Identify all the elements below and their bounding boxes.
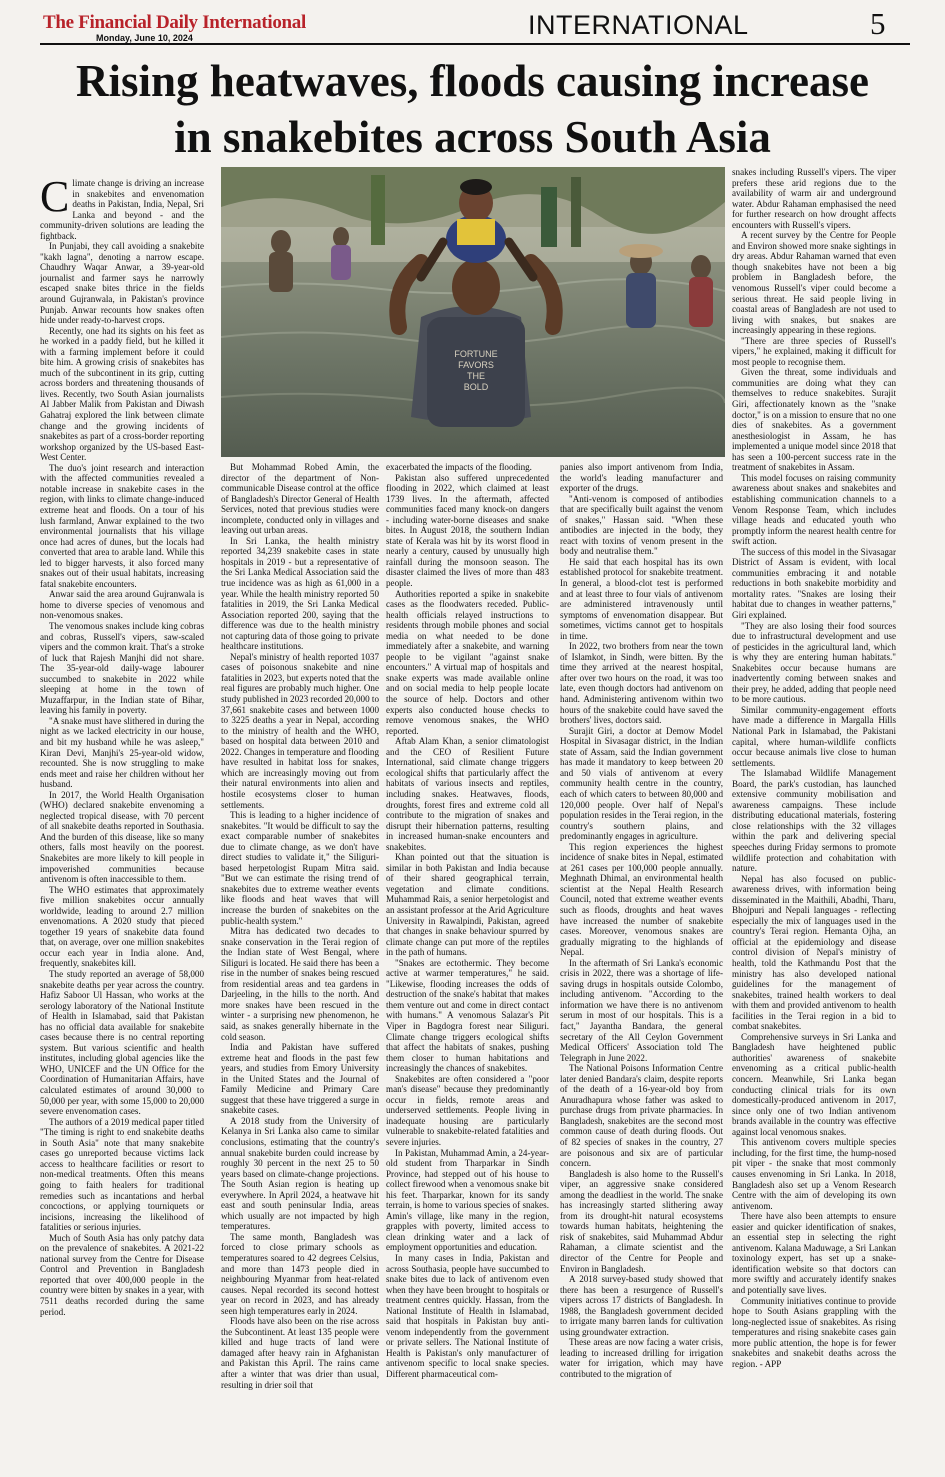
column-3-paragraph: In Pakistan, Muhammad Amin, a 24-year-old student from Tharparkar in Sindh Province, had stepped out of his house to collect firewood when a venomous snake bit his feet. Tharparkar, known for its sandy terrain, is home to various species of snakes. Amin's village, like many in the region, grapples with poverty, limited access to clean drinking water and a lack of employment opportunities and education. [386,1147,549,1253]
article-column-3 [386,462,549,1474]
column-1-paragraph: Much of South Asia has only patchy data on the prevalence of snakebites. A 2021-22 national survey from the Centre for Disease Control and Prevention in Bangladesh reported that over 400,000 people in the country were bitten by snakes in a year, with 7511 deaths recorded during the same period. [40,1232,204,1317]
headline-line-1: Rising heatwaves, floods causing increase [76,56,869,106]
page-number: 5 [870,6,886,41]
column-2-paragraph: In Sri Lanka, the health ministry reported 34,239 snakebite cases in state hospitals in 2019 - but a representative of the Sri Lanka Medical Association said the true incidence was as high as 61,000 in a year. While the health ministry reported 50 fatalities in 2019, the Sri Lanka Medical Association reported 200, saying that the difference was due to the health ministry not capturing data of those going to private healthcare institutions. [221,535,379,652]
column-5-paragraph: Comprehensive surveys in Sri Lanka and Bangladesh have heightened public authorities' awareness of snakebite envenoming as a critical public-health concern. Meanwhile, Sri Lanka began conducting clinical trials for its own domestically-produced antivenom in 2017, since only one of two Indian antivenom brands available in the country was effective against local venomous snakes. [732,1031,896,1137]
column-2-paragraph: This is leading to a higher incidence of snakebites. "It would be difficult to say the exact comparable number of snakebites due to climate change, as we don't have direct studies to validate it," the Siliguri-based herpetologist Rupam Mitra said. "But we can estimate the rising trend of snakebites due to extreme weather events like floods and heat waves that will increase the burden of snakebites on the public-health system." [221,810,379,926]
column-4-paragraph: In the aftermath of Sri Lanka's economic crisis in 2022, there was a shortage of life-saving drugs in hospitals outside Colombo, including antivenom. "According to the information we have there is no antivenom serum in most of our hospitals. This is a fact," Jayantha Bandara, the general secretary of the All Ceylon Government Medical Officers' Association told The Telegraph in June 2022. [560,957,723,1063]
column-2-paragraph: The same month, Bangladesh was forced to close primary schools as temperatures soared to 42 degrees Celsius, and more than 1473 people died in neighbouring Myanmar from heat-related causes. Nepal recorded its second hottest year on record in 2023, and has already seen high temperatures early in 2024. [221,1231,379,1316]
column-1-paragraph: In 2017, the World Health Organisation (WHO) declared snakebite envenoming a neglected tropical disease, with 70 percent of all snakebite deaths reported in Southasia. And the burden of this disease, like so many others, falls most heavily on the poorest. Snakebites are more likely to kill people in impoverished communities because antivenom is often inaccessible to them. [40,789,204,885]
column-2-paragraph: But Mohammad Robed Amin, the director of the department of Non-communicable Disease control at the office of Bangladesh's Director General of Health Services, noted that previous studies were incomplete, conducted only in villages and leaving out urban areas. [221,462,379,536]
column-2-paragraph: Nepal's ministry of health reported 1037 cases of poisonous snakebite and nine fatalities in 2023, but experts noted that the real figures are probably much higher. One study published in 2023 recorded 20,000 to 37,661 snakebite cases and between 1000 to 3225 deaths a year in Nepal, according to the ministry of health and the WHO, based on hospital data between 2010 and 2022. Changes in temperature and flooding have resulted in habitat loss for snakes, which are increasingly moving out from their natural environments into alien and hostile ecosystems closer to human settlements. [221,651,379,810]
headline [30,53,915,165]
column-1-paragraph: In Punjabi, they call avoiding a snakebite "kakh lagna", denoting a narrow escape. Chaudhry Waqar Anwar, a 39-year-old journalist and farmer says he narrowly escaped snake bites thrice in the fields around Gujranwala, in Pakistan's province Punjab. Anwar recounts how snakes often hide under ready-to-harvest crops. [40,241,204,326]
issue-date: Monday, June 10, 2024 [96,33,193,43]
article-column-5 [732,167,896,1474]
column-4-paragraph: Surajit Giri, a doctor at Demow Model Hospital in Sivasagar district, in the Indian state of Assam, said the Indian government has made it mandatory to keep between 20 and 50 vials of antivenom at every community health centre in the country, each of which caters to between 80,000 and 120,000 people. Over half of Nepal's population resides in the Terai region, in the country's southern plains, and predominantly engages in agriculture. [560,725,723,842]
column-2-paragraph: Floods have also been on the rise across the Subcontinent. At least 135 people were killed and huge tracts of land were damaged after heavy rain in Afghanistan and Pakistan this April. The rains came after a winter that was drier than usual, resulting in drier soil that [221,1316,379,1390]
column-3-paragraph: In many cases in India, Pakistan and across Southasia, people have succumbed to snake bites due to lack of antivenom even when they have been brought to hospitals or treatment centres quickly. Hassan, from the National Institute of Health in Islamabad, said that hospitals in Pakistan buy anti-venom independently from the government or private sellers. The National Institute of Health is Pakistan's only manufacturer of antivenom specific to local snake species. Different pharmaceutical com- [386,1253,549,1380]
drop-cap: C [40,178,70,221]
column-5-paragraph: The success of this model in the Sivasagar District of Assam is evident, with local communities embracing it and notable reductions in both snakebite morbidity and mortality rates. "Snakes are losing their habitat due to changes in weather patterns," Giri explained. [732,546,896,620]
column-4-paragraph: "Anti-venom is composed of antibodies that are specifically built against the venom of snakes," Hassan said. "When these antibodies are injected in the body, they react with toxins of venom present in the body and neutralise them." [560,493,723,557]
masthead [40,6,910,43]
column-1-paragraph: The duo's joint research and interaction with the affected communities revealed a notable increase in snakebite cases in the region, with links to climate change-induced extreme heat and floods. On a tour of his lush farmland, Anwar explained to the two environmental journalists that his village once had acres of dunes, but the locals had converted that area to arable land. While this led to bigger harvests, it also forced many snakes out of their usual habitats, increasing fatal snakebite encounters. [40,462,204,589]
shirt-text-the: THE [467,371,485,381]
column-3-paragraph: Aftab Alam Khan, a senior climatologist and the CEO of Resilient Future International, said climate change triggers ecological shifts that particularly affect the habitats of various insects and reptiles, including snakes. Heatwaves, floods, droughts, forest fires and extreme cold all contribute to the migration of snakes and disrupt their hibernation patterns, resulting in increased human-snake encounters and snakebites. [386,736,549,852]
column-5-paragraph: Given the threat, some individuals and communities are doing what they can themselves to reduce snakebites. Surajit Giri, affectionately known as the "snake doctor," is on a mission to ensure that no one dies of snakebites. As a government anesthesiologist in Assam, he has implemented a unique model since 2018 that has seen a 100-percent success rate in the treatment of snakebites in Assam. [732,367,896,473]
column-5-paragraph: The Islamabad Wildlife Management Board, the park's custodian, has launched extensive community mobilisation and awareness campaigns. These include distributing educational materials, fostering close relationships with the 32 villages within the park and delivering special speeches during Friday sermons to promote wildlife protection and cohabitation with nature. [732,768,896,874]
column-1-lead-text: limate change is driving an increase in snakebites and envenomation deaths in Pakistan, India, Nepal, Sri Lanka and beyond - and the community-driven solutions are leading the fightback. [40,178,204,241]
column-5-paragraph: Nepal has also focused on public-awareness drives, with information being disseminated in the Maithili, Abadhi, Tharu, Bhojpuri and Nepali languages - reflecting especially the mix of languages used in the country's Terai region. Hemanta Ojha, an official at the epidemiology and disease control division of Nepal's ministry of health, told the Kathmandu Post that the ministry has also developed national guidelines for the management of snakebites, trained health workers to deal with them and provided antivenom to health facilities in the Terai region in a bid to combat snakebites. [732,873,896,1032]
column-5-paragraph: "They are also losing their food sources due to infrastructural development and use of pesticides in the agricultural land, which is why they are entering human habitats." Snakebites occur because humans are inadvertently coming between snakes and their prey, he added, adding that people need to be more cautious. [732,620,896,705]
column-1-paragraph [40,178,204,241]
column-2-paragraph: India and Pakistan have suffered extreme heat and floods in the past few years, and studies from Emory University in the United States and the Journal of Family Medicine and Primary Care suggest that these have triggered a surge in snakebite cases. [221,1042,379,1116]
column-4-paragraph: Bangladesh is also home to the Russell's viper, an aggressive snake considered among the deadliest in the world. The snake has increasingly started slithering away from its drought-hit natural ecosystems towards human habitats, heightening the risk of snakebites, said Muhammad Abdur Rahaman, a climate scientist and the director of the Centre for People and Environ in Bangladesh. [560,1168,723,1274]
masthead-rule [40,43,910,45]
column-4-paragraph: The National Poisons Information Centre later denied Bandara's claim, despite reports of the death of a 16-year-old boy from Anuradhapura whose father was asked to purchase drugs from private pharmacies. In Bangladesh, snakebites are the second most common cause of death during floods. Out of 82 species of snakes in the country, 27 are poisonous and six are of particular concern. [560,1063,723,1169]
column-5-paragraph: Community initiatives continue to provide hope to South Asians grappling with the long-neglected issue of snakebites. As rising temperatures and rising snakebite cases gain more public attention, the hope is for fewer snakebites and snakebit deaths across the region. - APP [732,1295,896,1369]
column-1-paragraph: The venomous snakes include king cobras and cobras, Russell's vipers, saw-scaled vipers and the common krait. That's a stroke of luck that Rajesh Manjhi did not share. The 35-year-old daily-wage labourer succumbed to snakebite in 2022 while sleeping at home in the town of Muzaffarpur, in the Indian state of Bihar, leaving his family in poverty. [40,620,204,716]
column-1-paragraph: Anwar said the area around Gujranwala is home to diverse species of venomous and non-venomous snakes. [40,589,204,621]
column-3-paragraph: Pakistan also suffered unprecedented flooding in 2022, which claimed at least 1739 lives. In the aftermath, affected communities faced many knock-on dangers - including water-borne diseases and snake bites. In August 2018, the southern Indian state of Kerala was hit by its worst flood in nearly a century, caused by unusually high rainfall during the monsoon season. The disaster claimed the lives of more than 483 people. [386,472,549,589]
shirt-text-bold: BOLD [463,382,489,392]
publication-name: The Financial Daily International [43,12,306,33]
article-column-2 [221,462,379,1474]
column-3-paragraph: exacerbated the impacts of the flooding. [386,462,532,472]
column-3-paragraph: "Snakes are ectothermic. They become active at warmer temperatures," he said. "Likewise, flooding increases the odds of destruction of the snake's habitat that makes them venture out and come in direct contact with humans." A venomous Salazar's Pit Viper in Bagdogra forest near Siliguri. Climate change triggers ecological shifts that affect the habitats of snakes, pushing them closer to human habitations and increasingly the chances of snakebites. [386,957,549,1074]
column-1-paragraph: The study reported an average of 58,000 snakebite deaths per year across the country. Hafiz Saboor Ul Hassan, who works at the serology laboratory of the National Institute of Health in Islamabad, said that Pakistan has no official data available for snakebite cases because there is no central reporting system. But various scientific and health institutes, including global agencies like the WHO, UNICEF and the UN Office for the Coordination of Humanitarian Affairs, have calculated estimates of around 30,000 to 50,000 per year, with some 15,000 to 20,000 severe envenomation cases. [40,969,204,1117]
column-5-paragraph: Similar community-engagement efforts have made a difference in Margalla Hills National Park in Islamabad, the Pakistani capital, where human-wildlife conflicts occur because animals live close to human settlements. [732,704,896,768]
shirt-text-fortune: FORTUNE [454,349,498,359]
column-1-paragraph: "A snake must have slithered in during the night as we lacked electricity in our house, and bit my husband while he was asleep," Kiran Devi, Manjhi's 25-year-old widow, recounted. She is now struggling to make ends meet and raise her children without her husband. [40,715,204,790]
column-5-paragraph: "There are three species of Russell's vipers," he explained, making it difficult for most people to recognise them. [732,335,896,367]
column-5-paragraph: This antivenom covers multiple species including, for the first time, the hump-nosed pit viper - the snake that most commonly causes envenoming in Sri Lanka. In 2018, Bangladesh also set up a Venom Research Centre with the aim of developing its own antivenom. [732,1137,896,1211]
column-5-paragraph: This model focuses on raising community awareness about snakes and snakebites and establishing communication channels to a Venom Response Team, which includes village heads and educated youth who promptly inform the nearest health centre for swift action. [732,472,896,547]
column-5-paragraph: snakes including Russell's vipers. The viper prefers these arid regions due to the availability of warm air and underground water. Abdur Rahaman emphasised the need for further research on how drought affects encounters with Russell's vipers. [732,167,896,230]
column-4-paragraph: panies also import antivenom from India, the world's leading manufacturer and exporter of the drugs. [560,462,723,494]
flood-photo [221,167,725,457]
column-3-paragraph: Authorities reported a spike in snakebite cases as the floodwaters receded. Public-health officials relayed instructions to residents through mobile phones and social media on what needed to be done immediately after a snakebite, and warning people to be vigilant "against snake encounters." A virtual map of hospitals and snake experts was made available online and on social media to help people locate the source of help. Doctors and other experts also conducted house checks to remove venomous snakes, the WHO reported. [386,588,549,736]
section-title: INTERNATIONAL [528,10,749,40]
column-2-paragraph: A 2018 study from the University of Kelanya in Sri Lanka also came to similar conclusions, estimating that the country's annual snakebite burden could increase by roughly 30 percent in the next 25 to 50 years based on climate-change projections. The South Asian region is heating up everywhere. In April 2024, a heatwave hit east and south peninsular India, areas which usually are not impacted by high temperatures. [221,1115,379,1232]
shirt-text-favors: FAVORS [458,360,494,370]
column-4-paragraph: This region experiences the highest incidence of snake bites in Nepal, estimated at 261 cases per 100,000 people annually. Meghnath Dhimal, an environmental health scientist at the Nepal Health Research Council, noted that extreme weather events such as floods, droughts and heat waves have increased the number of snakebite cases. Moreover, venomous snakes are gradually migrating to the highlands of Nepal. [560,841,723,958]
column-1-paragraph: The authors of a 2019 medical paper titled "The timing is right to end snakebite deaths in South Asia" note that many snakebite cases go unreported because victims lack access to healthcare facilities or resort to non-medical treatments. Often this means going to faith healers for traditional remedies such as incantations and herbal concoctions, or applying tourniquets or incisions, increasing the likelihood of fatalities or serious injuries. [40,1116,204,1233]
column-4-paragraph: A 2018 survey-based study showed that there has been a resurgence of Russell's vipers across 17 districts of Bangladesh. In 1988, the Bangladesh government decided to irrigate many barren lands for cultivation using groundwater extraction. [560,1274,723,1337]
column-2-paragraph: Mitra has dedicated two decades to snake conservation in the Terai region of the Indian state of West Bengal, where Siliguri is located. He said there has been a rise in the number of snakes being rescued from residential areas and tea gardens in Darjeeling, in the hills to the north. And more snakes have been rescued in the winter - a surprising new phenomenon, he said, as snakes generally hibernate in the cold season. [221,926,379,1042]
column-4-paragraph: These areas are now facing a water crisis, leading to increased drilling for irrigation water for irrigation, which may have contributed to the migration of [560,1337,723,1380]
article-column-4 [560,462,723,1474]
article-column-1 [40,178,204,1474]
column-1-paragraph: Recently, one had its sights on his feet as he worked in a paddy field, but he killed it with a farming implement before it could bite him. A growing crisis of snakebites has much of the subcontinent in its grip, cutting across borders and threatening thousands of lives. Recently, two South Asian journalists Al Jabber Malik from Pakistan and Diwash Gahatraj explored the link between climate change and the growing incidents of snakebites as part of a cross-border reporting workshop organized by the US-based East-West Center. [40,325,204,463]
column-3-paragraph: Khan pointed out that the situation is similar in both Pakistan and India because of their shared geographical terrain, vegetation and climate conditions. Muhammad Rais, a senior herpetologist and an assistant professor at the Arid Agriculture University in Rawalpindi, Pakistan, agreed that changes in snake behaviour spurred by climate change can put more of the reptiles in the path of humans. [386,852,549,958]
column-5-paragraph: A recent survey by the Centre for People and Environ showed more snake sightings in dry areas. Abdur Rahaman warned that even though snakebites have not been a big problem in Bangladesh before, the venomous Russell's viper could become a serious threat. He said people living in coastal areas of Bangladesh are not used to living with snakes, but snakes are increasingly appearing in these regions. [732,230,896,336]
column-4-paragraph: In 2022, two brothers from near the town of Islamkot, in Sindh, were bitten. By the time they arrived at the nearest hospital, after over two hours on the road, it was too late, even though doctors had antivenom on hand. Administering antivenom within two hours of the snakebite could have saved the brothers' lives, doctors said. [560,641,723,726]
column-5-paragraph: There have also been attempts to ensure easier and quicker identification of snakes, an essential step in selecting the right antivenom. Kalana Maduwage, a Sri Lankan toxinology expert, has set up a snake-identification website so that doctors can more swiftly and accurately identify snakes and potentially save lives. [732,1211,896,1295]
column-1-paragraph: The WHO estimates that approximately five million snakebites occur annually worldwide, leading to around 2.7 million envenomations. A 2020 study that pieced together 19 years of snakebite data found that, on average, over one million snakebites occur each year in India alone. And, frequently, snakebites kill. [40,884,204,969]
column-4-paragraph: He said that each hospital has its own established protocol for snakebite treatment. In general, a blood-clot test is performed and at least three to four vials of antivenom are administered intravenously until symptoms of envenomation disappear. But sometimes, victims cannot get to hospitals in time. [560,556,723,641]
column-3-paragraph: Snakebites are often considered a "poor man's disease" because they predominantly occur in fields, remote areas and underserved settlements. People living in inadequate housing are particularly vulnerable to snakebite-related fatalities and severe injuries. [386,1073,549,1147]
headline-line-2: in snakebites across South Asia [174,112,771,162]
